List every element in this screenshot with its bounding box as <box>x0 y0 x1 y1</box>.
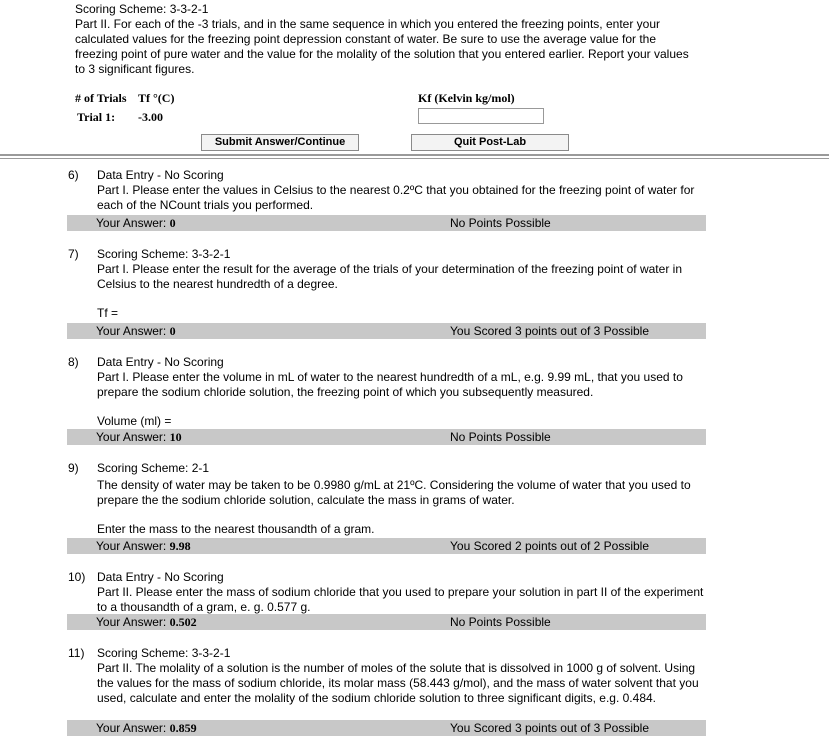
question-title: Scoring Scheme: 3-3-2-1 <box>97 646 231 660</box>
question-text: Part I. Please enter the result for the average of the trials of your determination of the freezing point of water in Celsius to the nearest hundredth of a degree. <box>97 262 682 291</box>
points-text: You Scored 2 points out of 2 Possible <box>450 539 650 553</box>
question-title: Scoring Scheme: 3-3-2-1 <box>97 247 231 261</box>
col-kf-header: Kf (Kelvin kg/mol) <box>418 91 515 105</box>
points-text: You Scored 3 points out of 3 Possible <box>450 721 650 735</box>
question-prompt: Tf = <box>97 306 119 320</box>
trial-row-label: Trial 1: <box>77 110 116 124</box>
points-text: No Points Possible <box>450 615 551 629</box>
answer-text: Your Answer: 0 <box>96 216 176 230</box>
divider <box>0 158 829 159</box>
question-number: 8) <box>68 355 79 369</box>
intro-scheme: Scoring Scheme: 3-3-2-1 <box>75 2 209 16</box>
question-prompt: Enter the mass to the nearest thousandth of a gram. <box>97 522 375 536</box>
answer-bar-6 <box>67 215 706 231</box>
answer-text: Your Answer: 9.98 <box>96 539 191 553</box>
question-number: 7) <box>68 247 79 261</box>
question-text: The density of water may be taken to be 0.9980 g/mL at 21ºC. Considering the volume of water that you used to prepare the the sodium chloride solution, calculate the mass in grams of water. <box>97 478 691 507</box>
question-title: Data Entry - No Scoring <box>97 570 224 584</box>
col-trials-header: # of Trials <box>75 91 127 105</box>
col-tf-header: Tf °(C) <box>138 91 175 105</box>
answer-text: Your Answer: 0.502 <box>96 615 197 629</box>
points-text: No Points Possible <box>450 216 551 230</box>
intro-text: Part II. For each of the -3 trials, and in the same sequence in which you entered the freezing points, enter your calculated values for the freezing point depression constant of water. Be sure to use the average value for the freezing point of pure water and the value for the molality of the solution that you entered earlier. Report your values to 3 significant figures. <box>75 17 689 76</box>
intro-section <box>75 2 695 77</box>
answer-bar-11 <box>67 720 706 736</box>
question-title: Scoring Scheme: 2-1 <box>97 461 210 475</box>
answer-bar-9 <box>67 538 706 554</box>
question-text: Part I. Please enter the volume in mL of water to the nearest hundredth of a mL, e.g. 9.99 mL, that you used to prepare the sodium chloride solution, the freezing point of which you subsequently measured. <box>97 370 683 399</box>
points-text: You Scored 3 points out of 3 Possible <box>450 324 650 338</box>
answer-text: Your Answer: 0 <box>96 324 176 338</box>
answer-bar-8 <box>67 429 706 445</box>
question-text: Part I. Please enter the values in Celsius to the nearest 0.2ºC that you obtained for the freezing point of water for each of the NCount trials you performed. <box>97 183 695 212</box>
question-prompt: Volume (ml) = <box>97 414 172 428</box>
question-number: 6) <box>68 168 79 182</box>
question-title: Data Entry - No Scoring <box>97 168 224 182</box>
question-title: Data Entry - No Scoring <box>97 355 224 369</box>
answer-text: Your Answer: 10 <box>96 430 182 444</box>
quit-post-lab-button[interactable]: Quit Post-Lab <box>411 134 569 151</box>
question-number: 11) <box>68 646 85 660</box>
question-number: 10) <box>68 570 86 584</box>
question-text: Part II. The molality of a solution is the number of moles of the solute that is dissolved in 1000 g of solvent. Using the values for the mass of sodium chloride, its molar mass (58.443 g/mol), and the mass of water solvent that you used, calculate and enter the molality of the sodium chloride solution to three significant digits, e.g. 0.484. <box>97 661 699 705</box>
question-text: Part II. Please enter the mass of sodium chloride that you used to prepare your solution in part II of the experiment to a thousandth of a gram, e. g. 0.577 g. <box>97 585 704 614</box>
kf-input[interactable] <box>418 108 544 124</box>
submit-answer-button[interactable]: Submit Answer/Continue <box>201 134 359 151</box>
points-text: No Points Possible <box>450 430 551 444</box>
answer-bar-10 <box>67 614 706 630</box>
answer-bar-7 <box>67 323 706 339</box>
divider <box>0 154 829 156</box>
answer-text: Your Answer: 0.859 <box>96 721 197 735</box>
trial-tf-value: -3.00 <box>138 110 163 124</box>
question-number: 9) <box>68 461 79 475</box>
